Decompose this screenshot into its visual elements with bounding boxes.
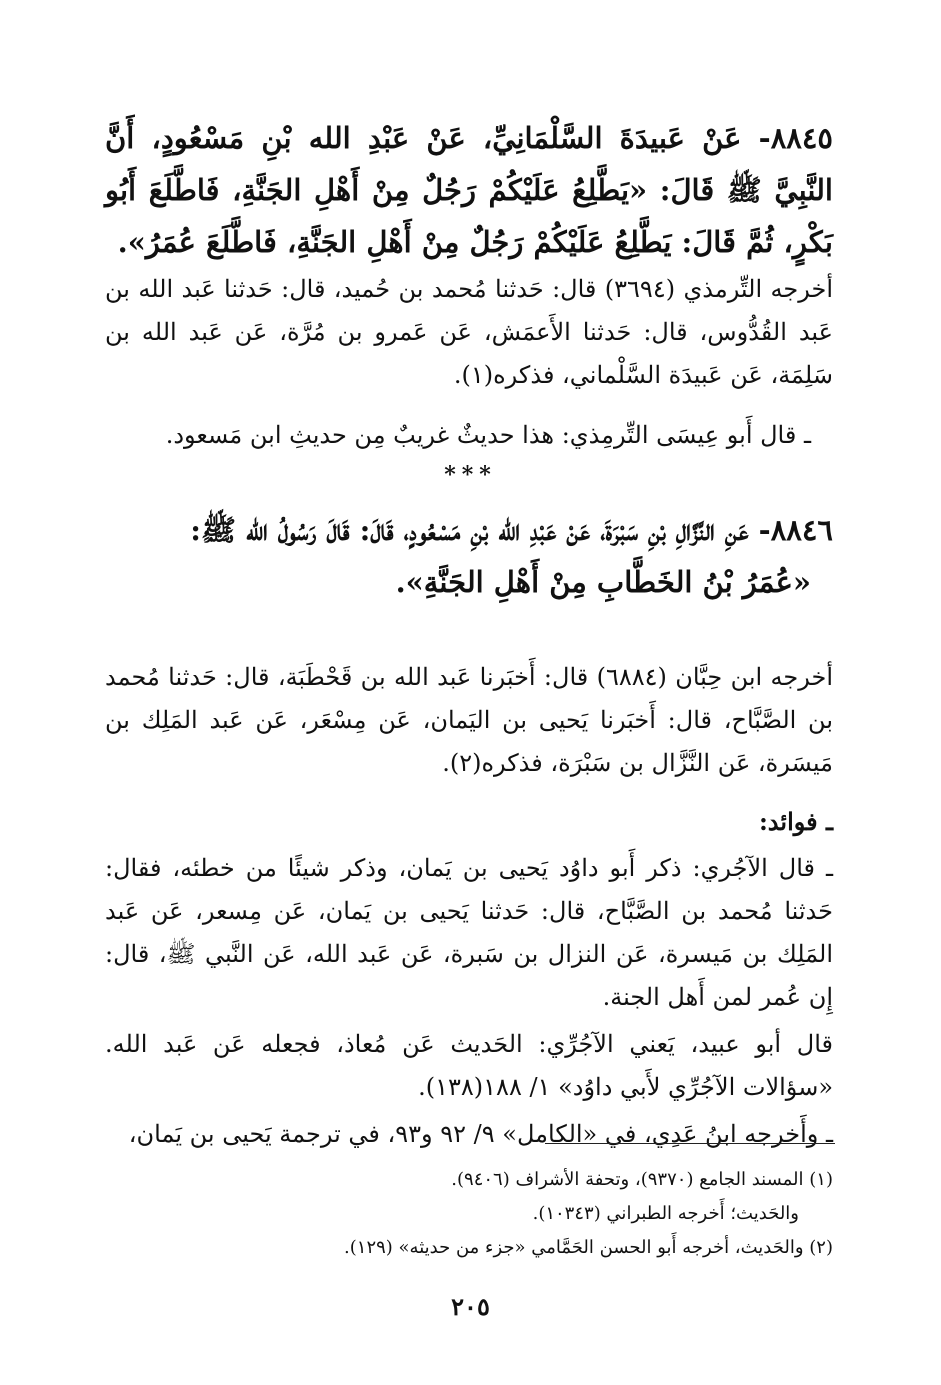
- takhrij-8845-text: أخرجه التِّرمذي (٣٦٩٤) قال: حَدثنا مُحمد بن حُميد، قال: حَدثنا عَبد الله بن عَبد القُدُّوس، قال: حَدثنا الأَعمَش، عَن عَمرو بن مُرَّة، عَن عَبد الله بن سَلِمَة، عَن عَبيدَة السَّلْماني، فذكره(١).: [105, 275, 833, 389]
- tirmidhi-comment-text: ـ قال أَبو عِيسَى التِّرمِذي: هذا حديثٌ غريبٌ مِن حديثِ ابن مَسعود.: [165, 421, 811, 449]
- fawaid-paragraph-1: ـ قال الآجُري: ذكر أَبو داوُد يَحيى بن يَمان، وذكر شيئًا من خطئه، فقال: حَدثنا مُحمد بن الصَّبَّاح، قال: حَدثنا يَحيى بن يَمان، عَن مِسعر، عَن عَبد المَلِك بن مَيسرة، عَن النزال بن سَبرة، عَن عَبد الله، عَن النَّبي ﷺ، قال: إِن عُمر لمن أَهل الجنة.: [105, 854, 833, 1011]
- section-separator: ***: [444, 462, 497, 488]
- footnotes: [105, 1163, 833, 1265]
- takhrij-8846: [105, 656, 833, 785]
- footnote-divider: [545, 1143, 835, 1144]
- hadith-8845-text: ٨٨٤٥- عَنْ عَبيدَةَ السَّلْمَانِيِّ، عَنْ عَبْدِ الله بْنِ مَسْعُودٍ، أَنَّ النَّبِيَّ ﷺ قَالَ: «يَطَّلِعُ عَلَيْكُمْ رَجُلٌ مِنْ أَهْلِ الجَنَّةِ، فَاطَّلَعَ أَبُو بَكْرٍ، ثُمَّ قَالَ: يَطَّلِعُ عَلَيْكُمْ رَجُلٌ مِنْ أَهْلِ الجَنَّةِ، فَاطَّلَعَ عُمَرُ».: [105, 121, 833, 259]
- footnote-1-continuation: والحَديث؛ أَخرجه الطبراني (١٠٣٤٣).: [532, 1203, 799, 1224]
- page-number: ٢٠٥: [451, 1292, 490, 1321]
- tirmidhi-comment: [105, 414, 811, 457]
- takhrij-8846-text: أخرجه ابن حِبَّان (٦٨٨٤) قال: أَخبَرنا عَبد الله بن قَحْطَبَة، قال: حَدثنا مُحمد بن الصَّبَّاح، قال: أَخبَرنا يَحيى بن اليَمان، عَن مِسْعَر، عَن عَبد المَلِك بن مَيسَرة، عَن النَّزَّال بن سَبْرَة، فذكره(٢).: [105, 663, 833, 777]
- fawaid-paragraph-3: ـ وأَخرجه ابنُ عَدِي، في «الكامل» ٩/ ٩٢ و٩٣، في ترجمة يَحيى بن يَمان،: [128, 1120, 833, 1148]
- hadith-8846: [105, 504, 833, 608]
- fawaid-heading: ـ فوائد:: [758, 807, 833, 836]
- fawaid-paragraph-2: قال أبو عبيد، يَعني الآجُرِّي: الحَديث عَن مُعاذ، فجعله عَن عَبد الله. «سؤالات الآجُرِّي لأَبي داوُد» ١/ ١٨٨(١٣٨).: [105, 1030, 833, 1101]
- footnote-1: (١) المسند الجامع (٩٣٧٠)، وتحفة الأشراف (٩٤٠٦).: [451, 1169, 833, 1190]
- hadith-8846-line1: ٨٨٤٦- عَنِ النَّزَّالِ بْنِ سَبْرَةَ، عَنْ عَبْدِ الله بْنِ مَسْعُودٍ، قَالَ: قَالَ رَسُولُ الله ﷺ:: [190, 513, 833, 547]
- footnote-2: (٢) والحَديث، أخرجه أَبو الحسن الحَمَّامي «جزء من حديثه» (١٢٩).: [344, 1237, 833, 1258]
- fawaid-section: [105, 800, 833, 1156]
- hadith-8845: [105, 112, 833, 268]
- takhrij-8845: [105, 268, 833, 397]
- hadith-8846-line2: «عُمَرُ بْنُ الخَطَّابِ مِنْ أَهْلِ الجَنَّةِ».: [395, 565, 811, 599]
